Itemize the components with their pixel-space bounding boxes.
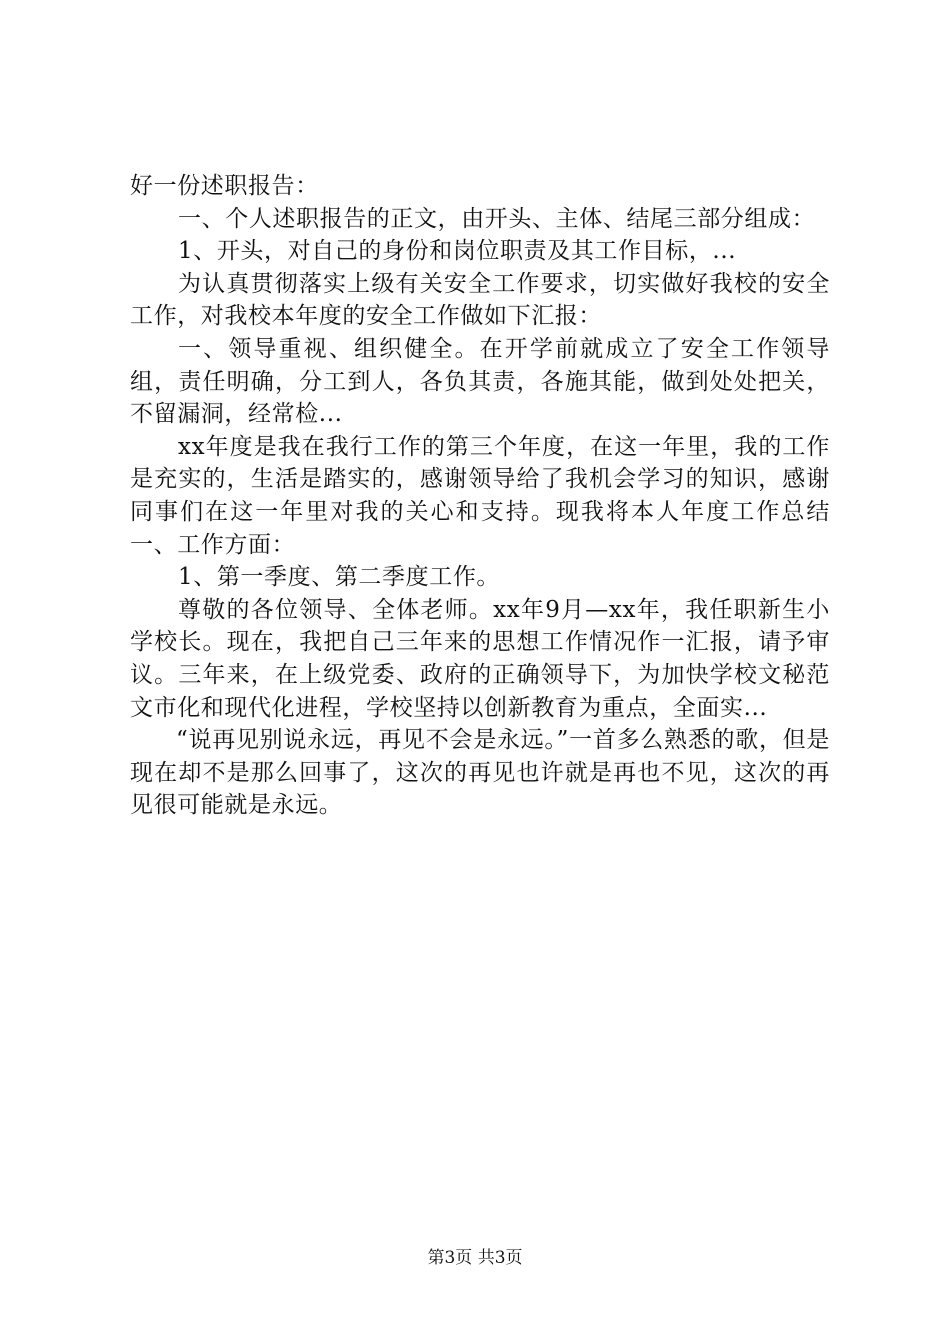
document-body xyxy=(130,170,830,822)
paragraph-leadership: 一、领导重视、组织健全。在开学前就成立了安全工作领导组，责任明确，分工到人，各负其责，各施其能，做到处处把关，不留漏洞，经常检... xyxy=(130,335,830,428)
paragraph-farewell: “说再见别说永远，再见不会是永远。”一首多么熟悉的歌，但是现在却不是那么回事了，这次的再见也许就是再也不见，这次的再见很可能就是永远。 xyxy=(130,727,830,819)
paragraph-quarter-work: 1、第一季度、第二季度工作。 xyxy=(178,564,501,591)
paragraph-principal-report: 尊敬的各位领导、全体老师。xx年9月—xx年，我任职新生小学校长。现在，我把自己三年来的思想工作情况作一汇报，请予审议。三年来，在上级党委、政府的正确领导下，为加快学校文秘范文市化和现代化进程，学校坚持以创新教育为重点，全面实... xyxy=(130,596,830,721)
paragraph-safety-report: 为认真贯彻落实上级有关安全工作要求，切实做好我校的安全工作，对我校本年度的安全工作做如下汇报： xyxy=(130,270,830,330)
paragraph-section-one: 一、个人述职报告的正文，由开头、主体、结尾三部分组成： xyxy=(178,205,816,232)
page-footer: 第3页 共3页 xyxy=(427,1248,523,1268)
paragraph-item-one: 1、开头，对自己的身份和岗位职责及其工作目标，... xyxy=(178,238,737,265)
paragraph-opening: 好一份述职报告： xyxy=(130,173,319,199)
paragraph-annual-work: xx年度是我在我行工作的第三个年度，在这一年里，我的工作是充实的，生活是踏实的，感谢领导给了我机会学习的知识，感谢同事们在这一年里对我的关心和支持。现我将本人年度工作总结一、工作方面： xyxy=(130,433,830,558)
